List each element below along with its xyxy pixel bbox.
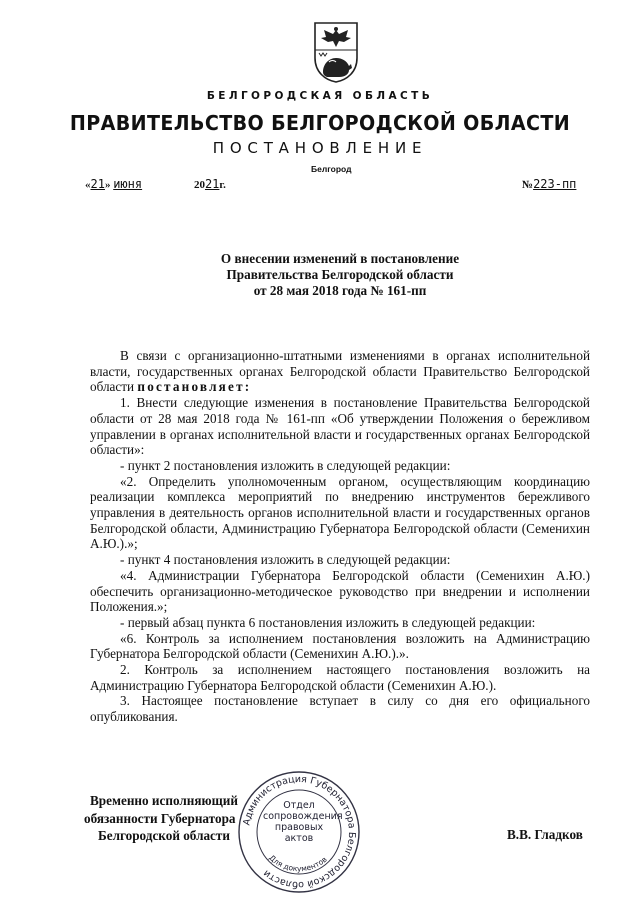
position-line-2: обязанности Губернатора	[84, 810, 236, 826]
position-line-3: Белгородской области	[98, 828, 230, 843]
document-date	[85, 177, 226, 191]
paragraph-2: 2. Контроль за исполнением настоящего постановления возложить на Администрацию Губернатора Белгородской области (Семенихин А.Ю.).	[90, 662, 590, 693]
stamp-inner-line-2: сопровождения	[263, 811, 343, 822]
stamp-inner-line-3: правовых	[274, 822, 324, 833]
title-line-2: Правительства Белгородской области	[226, 267, 454, 282]
paragraph-1-item-a-text: «2. Определить уполномоченным органом, осуществляющим координацию реализации комплекса мероприятий по внедрению инструментов бережливого управления в деятельность органов исполнительной власти и государственных органов Белгородской области, Администрацию Губернатора Белгородской области (Семенихин А.Ю.).»;	[90, 473, 590, 552]
date-open-quote: «	[85, 179, 91, 191]
date-month: июня	[113, 177, 143, 191]
date-close-quote: »	[104, 179, 111, 191]
signatory-position	[84, 792, 238, 845]
stamp-bottom-text: Для документов	[267, 853, 329, 874]
belgorod-coat-of-arms-icon	[311, 20, 361, 84]
date-day: 21	[90, 177, 105, 191]
government-name: ПРАВИТЕЛЬСТВО БЕЛГОРОДСКОЙ ОБЛАСТИ	[69, 111, 571, 135]
intro-text: В связи с организационно-штатными изменениями в органах исполнительной власти, государственных органах Белгородской области Правительство Белгородской области	[90, 348, 590, 395]
paragraph-1-item-c: - первый абзац пункта 6 постановления изложить в следующей редакции:	[120, 614, 536, 630]
date-year-suffix: 21	[204, 177, 220, 191]
document-title	[120, 251, 560, 299]
paragraph-1-item-a: - пункт 2 постановления изложить в следующей редакции:	[120, 457, 451, 473]
document-number	[522, 177, 576, 191]
paragraph-1-item-c-text: «6. Контроль за исполнением постановления возложить на Администрацию Губернатора Белгородской области (Семенихин А.Ю.).».	[90, 630, 590, 662]
paragraph-1-item-b-text: «4. Администрации Губернатора Белгородской области (Семенихин А.Ю.) обеспечить организационно-методическое руководство при внедрении и исполнении Положения.»;	[90, 567, 590, 615]
region-name: БЕЛГОРОДСКАЯ ОБЛАСТЬ	[206, 90, 434, 102]
title-line-1: О внесении изменений в постановление	[220, 251, 460, 266]
paragraph-3: 3. Настоящее постановление вступает в силу со дня его официального опубликования.	[90, 693, 590, 725]
stamp-inner-line-4: актов	[284, 833, 314, 844]
paragraph-1-item-b: - пункт 4 постановления изложить в следующей редакции:	[120, 552, 451, 568]
number-prefix: №	[522, 179, 534, 191]
number-value: 223-пп	[533, 177, 577, 191]
stamp-inner-text	[263, 800, 343, 844]
intro-resolves: постановляет:	[137, 379, 252, 395]
signatory-name: В.В. Гладков	[507, 827, 583, 842]
position-line-1: Временно исполняющий	[90, 793, 238, 808]
date-year-prefix: 20	[193, 179, 205, 191]
paragraph-1: 1. Внести следующие изменения в постановление Правительства Белгородской области от 28 мая 2018 года № 161-пп «Об утверждении Положения о бережливом управлении в органах исполнительной власти и государственных органах Белгородской области»:	[90, 395, 590, 458]
date-year-abbr: г.	[219, 179, 226, 191]
city-name: Белгород	[311, 164, 352, 174]
stamp-inner-line-1: Отдел	[283, 800, 315, 811]
document-body	[90, 348, 590, 725]
stamp-outer-text: Администрация Губернатора Белгородской области	[241, 773, 358, 891]
title-line-3: от 28 мая 2018 года № 161-пп	[253, 283, 427, 298]
intro-paragraph	[90, 348, 590, 395]
document-type: ПОСТАНОВЛЕНИЕ	[212, 139, 428, 157]
